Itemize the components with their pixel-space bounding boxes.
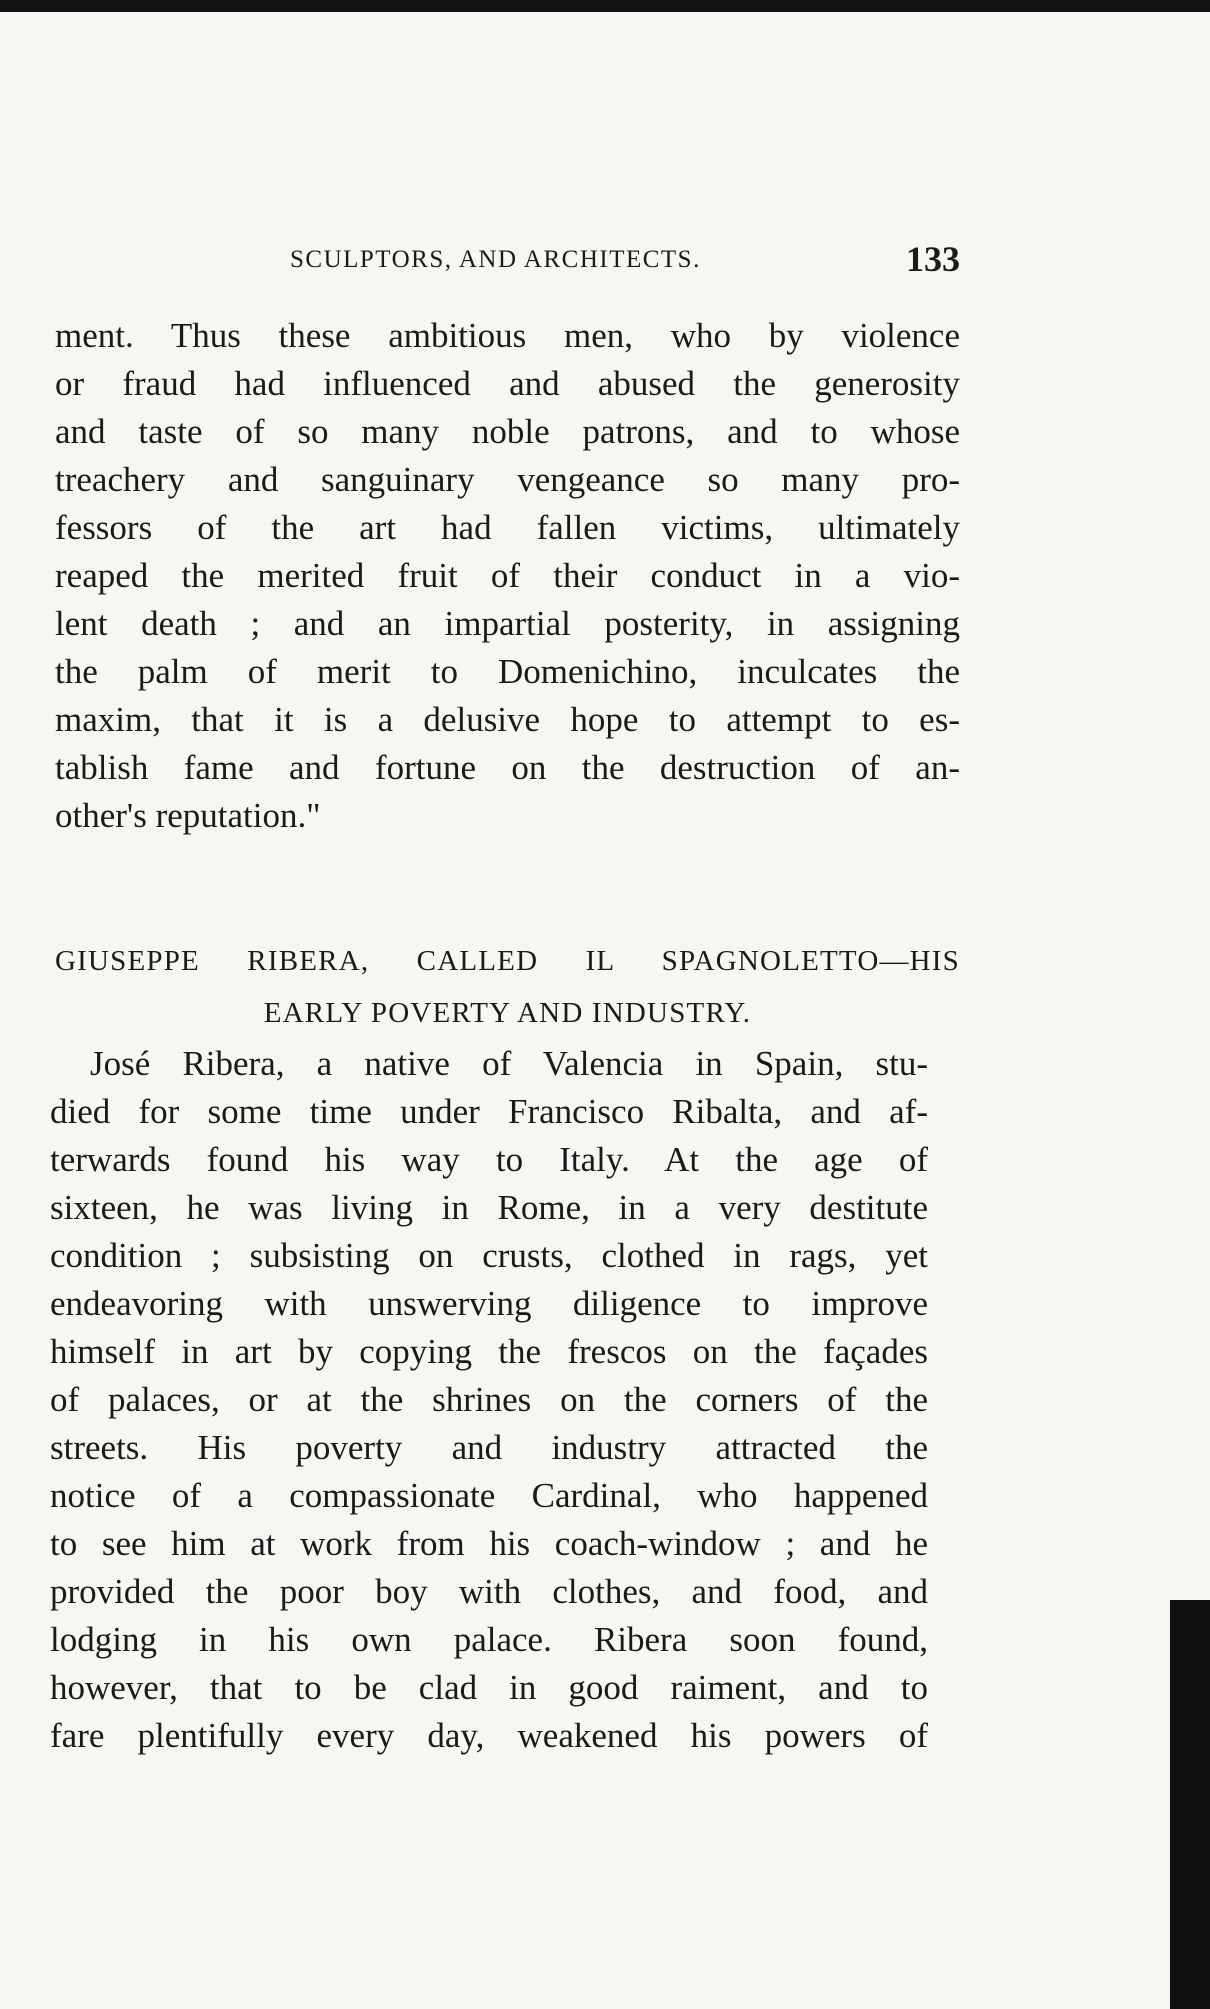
scan-right-edge: [1170, 1600, 1210, 2009]
text-line: treachery and sanguinary vengeance so many pro-: [55, 460, 960, 499]
text-line: other's reputation.": [55, 796, 321, 835]
text-line: terwards found his way to Italy. At the age of: [50, 1140, 928, 1179]
text-line: streets. His poverty and industry attracted the: [50, 1428, 928, 1467]
text-line: and taste of so many noble patrons, and to whose: [55, 412, 960, 451]
text-line: provided the poor boy with clothes, and food, and: [50, 1572, 928, 1611]
paragraph-one: [55, 312, 960, 840]
text-line: himself in art by copying the frescos on the façades: [50, 1332, 928, 1371]
text-line: the palm of merit to Domenichino, inculcates the: [55, 652, 960, 691]
text-line: to see him at work from his coach-window ; and he: [50, 1524, 928, 1563]
text-line: notice of a compassionate Cardinal, who happened: [50, 1476, 928, 1515]
running-head: [55, 238, 960, 278]
text-line: sixteen, he was living in Rome, in a very destitute: [50, 1188, 928, 1227]
text-line: endeavoring with unswerving diligence to improve: [50, 1284, 928, 1323]
text-line: tablish fame and fortune on the destruction of an-: [55, 748, 960, 787]
running-head-title: SCULPTORS, AND ARCHITECTS.: [290, 246, 701, 273]
text-line: died for some time under Francisco Ribalta, and af-: [50, 1092, 928, 1131]
text-line: maxim, that it is a delusive hope to attempt to es-: [55, 700, 960, 739]
text-line: lodging in his own palace. Ribera soon found,: [50, 1620, 928, 1659]
text-line: reaped the merited fruit of their conduct in a vio-: [55, 556, 960, 595]
page-number: 133: [906, 239, 960, 279]
text-line: fare plentifully every day, weakened his powers of: [50, 1716, 928, 1755]
text-line: of palaces, or at the shrines on the corners of the: [50, 1380, 928, 1419]
text-line: José Ribera, a native of Valencia in Spain, stu-: [90, 1044, 928, 1083]
section-heading: [55, 935, 960, 1039]
text-line: ment. Thus these ambitious men, who by violence: [55, 316, 960, 355]
text-line: however, that to be clad in good raiment, and to: [50, 1668, 928, 1707]
section-heading-line-1: GIUSEPPE RIBERA, CALLED IL SPAGNOLETTO—HIS: [55, 945, 960, 977]
text-line: lent death ; and an impartial posterity, in assigning: [55, 604, 960, 643]
book-page: [50, 0, 960, 2009]
section-heading-line-2: EARLY POVERTY AND INDUSTRY.: [263, 997, 752, 1029]
paragraph-two: [50, 1040, 928, 1760]
text-line: fessors of the art had fallen victims, ultimately: [55, 508, 960, 547]
text-line: condition ; subsisting on crusts, clothed in rags, yet: [50, 1236, 928, 1275]
text-line: or fraud had influenced and abused the generosity: [55, 364, 960, 403]
